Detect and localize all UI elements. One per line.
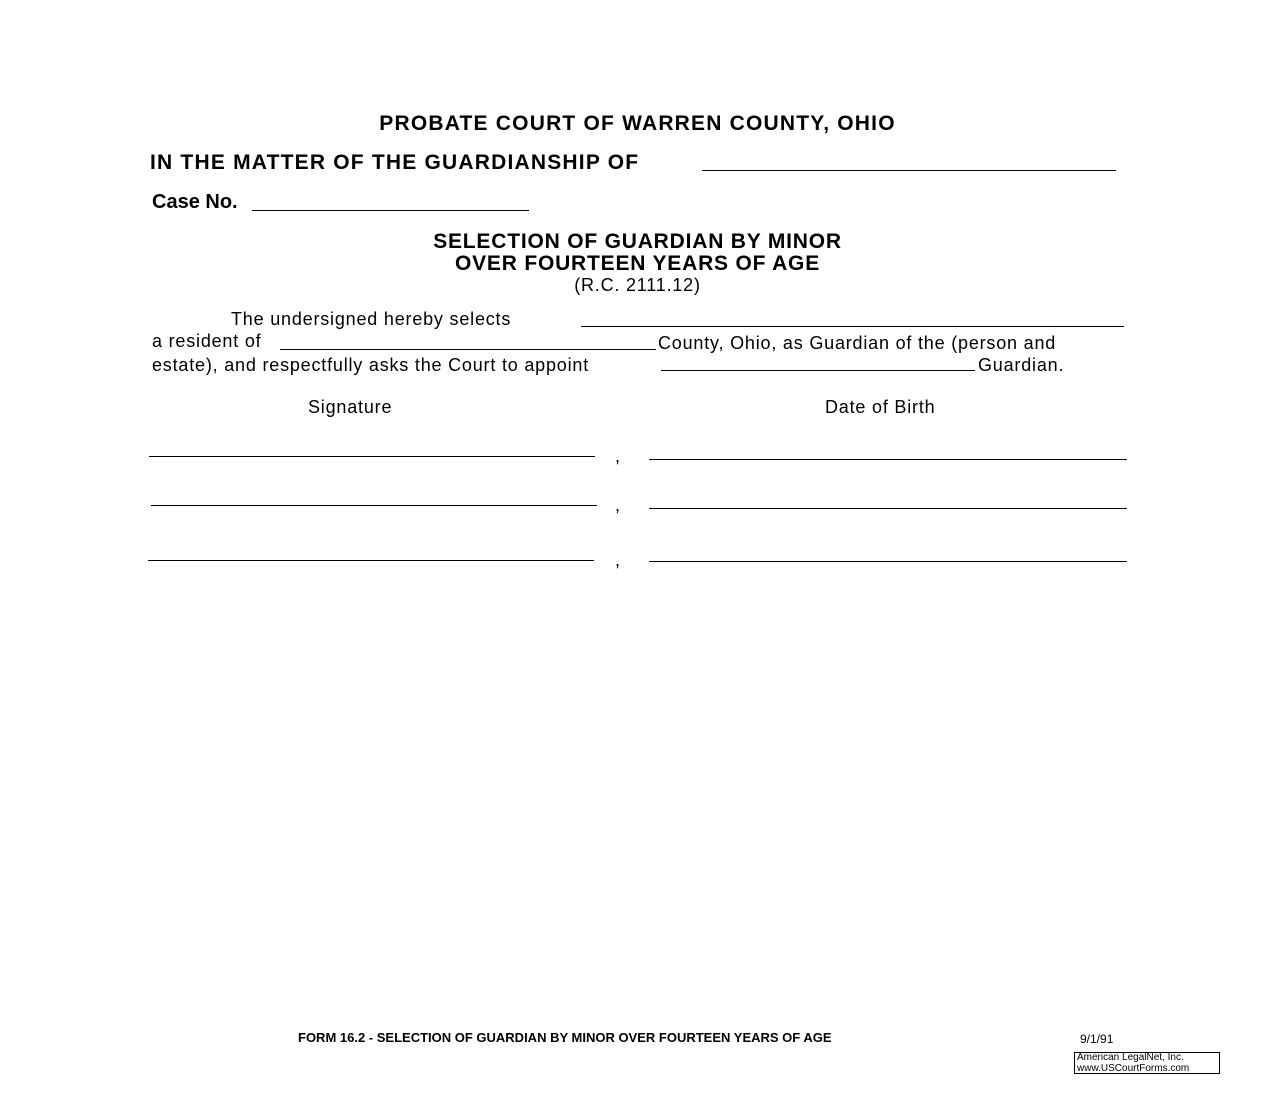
publisher-stamp xyxy=(1074,1052,1220,1074)
form-revision-date: 9/1/91 xyxy=(1080,1032,1114,1046)
ward-name-field[interactable] xyxy=(702,170,1116,171)
signature-field[interactable] xyxy=(149,456,595,457)
body-line-2-suffix: County, Ohio, as Guardian of the (person and xyxy=(658,333,1057,353)
date-of-birth-field[interactable] xyxy=(649,459,1127,460)
signature-field[interactable] xyxy=(151,505,597,506)
date-of-birth-field[interactable] xyxy=(649,508,1127,509)
row-separator: , xyxy=(615,495,621,515)
case-number-label: Case No. xyxy=(152,191,238,213)
appointee-field[interactable] xyxy=(661,370,975,371)
dob-column-header: Date of Birth xyxy=(825,397,936,417)
matter-label: IN THE MATTER OF THE GUARDIANSHIP OF xyxy=(150,151,640,174)
county-field[interactable] xyxy=(280,349,656,350)
publisher-url[interactable]: www.USCourtForms.com xyxy=(1077,1062,1190,1074)
body-line-3-suffix: Guardian. xyxy=(978,355,1065,375)
body-line-2-text: a resident of xyxy=(152,331,262,351)
case-number-field[interactable] xyxy=(252,210,529,211)
body-line-1-text: The undersigned hereby selects xyxy=(231,309,512,329)
selected-guardian-field[interactable] xyxy=(581,326,1124,327)
statute-reference: (R.C. 2111.12) xyxy=(574,275,701,295)
form-title-line-1: SELECTION OF GUARDIAN BY MINOR xyxy=(433,230,842,253)
row-separator: , xyxy=(615,446,621,466)
form-footer-title: FORM 16.2 - SELECTION OF GUARDIAN BY MINOR OVER FOURTEEN YEARS OF AGE xyxy=(298,1030,832,1045)
publisher-name: American LegalNet, Inc. xyxy=(1077,1052,1184,1063)
date-of-birth-field[interactable] xyxy=(649,561,1127,562)
form-title-line-2: OVER FOURTEEN YEARS OF AGE xyxy=(454,252,820,275)
court-name: PROBATE COURT OF WARREN COUNTY, OHIO xyxy=(379,112,896,135)
signature-column-header: Signature xyxy=(308,397,393,417)
row-separator: , xyxy=(615,550,621,570)
signature-field[interactable] xyxy=(148,560,594,561)
body-line-3-text: estate), and respectfully asks the Court to appoint xyxy=(152,355,590,375)
